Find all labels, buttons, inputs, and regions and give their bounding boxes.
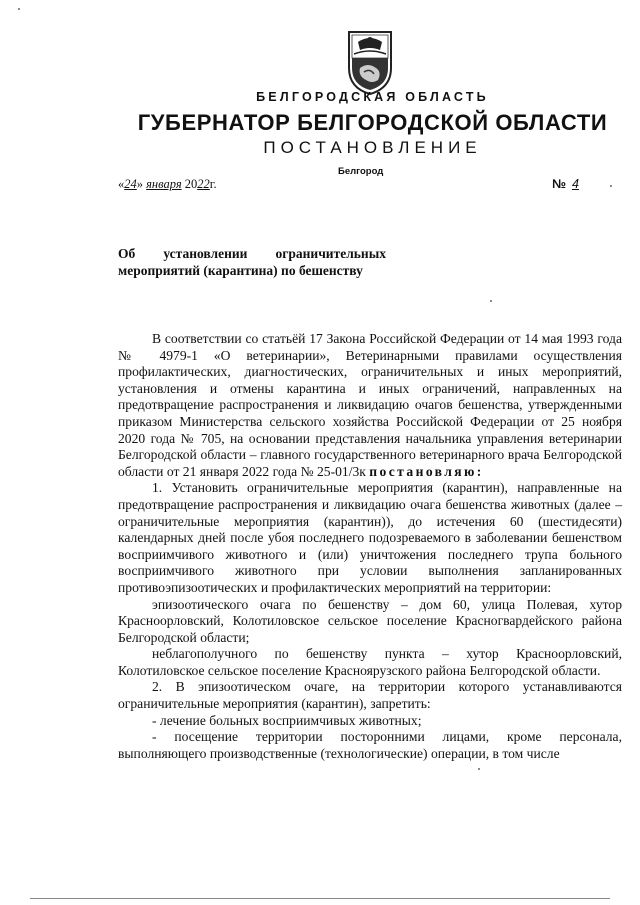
date-day: 24 xyxy=(124,177,137,191)
paragraph-ban-treatment: - лечение больных восприимчивых животных; xyxy=(152,712,422,728)
title-line-1: Об установлении ограничительных xyxy=(118,246,386,261)
date-open-quote: « xyxy=(118,177,125,191)
preamble-decree-word: постановляю: xyxy=(369,463,484,479)
date-year-suffix: 22 xyxy=(197,177,210,191)
paragraph-ban-visits: - посещение территории посторонними лицами, кроме персонала, выполняющего производственные (технологические) операции, в том числе xyxy=(118,729,622,761)
decree-title xyxy=(118,245,386,279)
governor-heading: ГУБЕРНАТОР БЕЛГОРОДСКОЙ ОБЛАСТИ xyxy=(137,110,608,135)
bottom-edge-line xyxy=(30,898,610,899)
document-number xyxy=(552,177,587,191)
paragraph-item-2: 2. В эпизоотическом очаге, на территории которого устанавливаются ограничительные мероприятия (карантин), запретить: xyxy=(118,679,622,712)
number-value: 4 xyxy=(571,177,579,191)
paragraph-affected-point: неблагополучного по бешенству пункта – хутор Красноорловский, Колотиловское сельское поселение Красноярузского района Белгородской области. xyxy=(118,646,622,678)
decree-body xyxy=(118,331,622,762)
title-line-2: мероприятий (карантина) по бешенству xyxy=(118,263,363,278)
scan-speck xyxy=(478,768,480,770)
paragraph-outbreak-focus: эпизоотического очага по бешенству – дом 60, улица Полевая, хутор Красноорловский, Колотиловское сельское поселение Красногвардейского района Белгородской области; xyxy=(118,596,622,645)
paragraph-item-1: 1. Установить ограничительные мероприятия (карантин), направленные на предотвращение распространения и ликвидацию очага бешенства животных (далее – ограничительные мероприятия (карантин)), до истечения 60 (шестидесяти) календарных дней после убоя последнего подозреваемого в заболевании бешенством восприимчивого животного и (или) уничтожения последнего трупа больного восприимчивого животного при условии выполнения запланированных противоэпизоотических и профилактических мероприятий на территории: xyxy=(118,480,622,595)
scan-speck xyxy=(490,300,492,302)
number-label: № xyxy=(552,177,566,191)
scan-speck xyxy=(18,8,20,10)
preamble-text: В соответствии со статьёй 17 Закона Российской Федерации от 14 мая 1993 года № 4979-1 «О ветеринарии», Ветеринарными правилами осуществления профилактических, диагностических, ограничительных и иных мероприятий, установления и отмены карантина и иных ограничений, направленных на предотвращение распространения и ликвидацию очагов бешенства, утвержденными приказом Министерства сельского хозяйства Российской Федерации от 25 ноября 2020 года № 705, на основании представления начальника управления ветеринарии Белгородской области – главного государственного ветеринарного врача Белгородской области от 21 января 2022 года № 25-01/3к xyxy=(118,331,622,479)
date-suffix: г. xyxy=(209,177,217,191)
document-type-heading: ПОСТАНОВЛЕНИЕ xyxy=(263,138,482,157)
date-month: января xyxy=(146,177,182,191)
document-date xyxy=(118,177,217,192)
region-heading: БЕЛГОРОДСКАЯ ОБЛАСТЬ xyxy=(256,90,489,104)
date-close-quote: » xyxy=(136,177,147,191)
coat-of-arms-emblem xyxy=(346,28,394,96)
paragraph-preamble xyxy=(118,331,622,480)
scan-speck xyxy=(610,185,612,187)
city-label: Белгород xyxy=(338,166,384,177)
date-year-prefix: 20 xyxy=(181,177,198,191)
